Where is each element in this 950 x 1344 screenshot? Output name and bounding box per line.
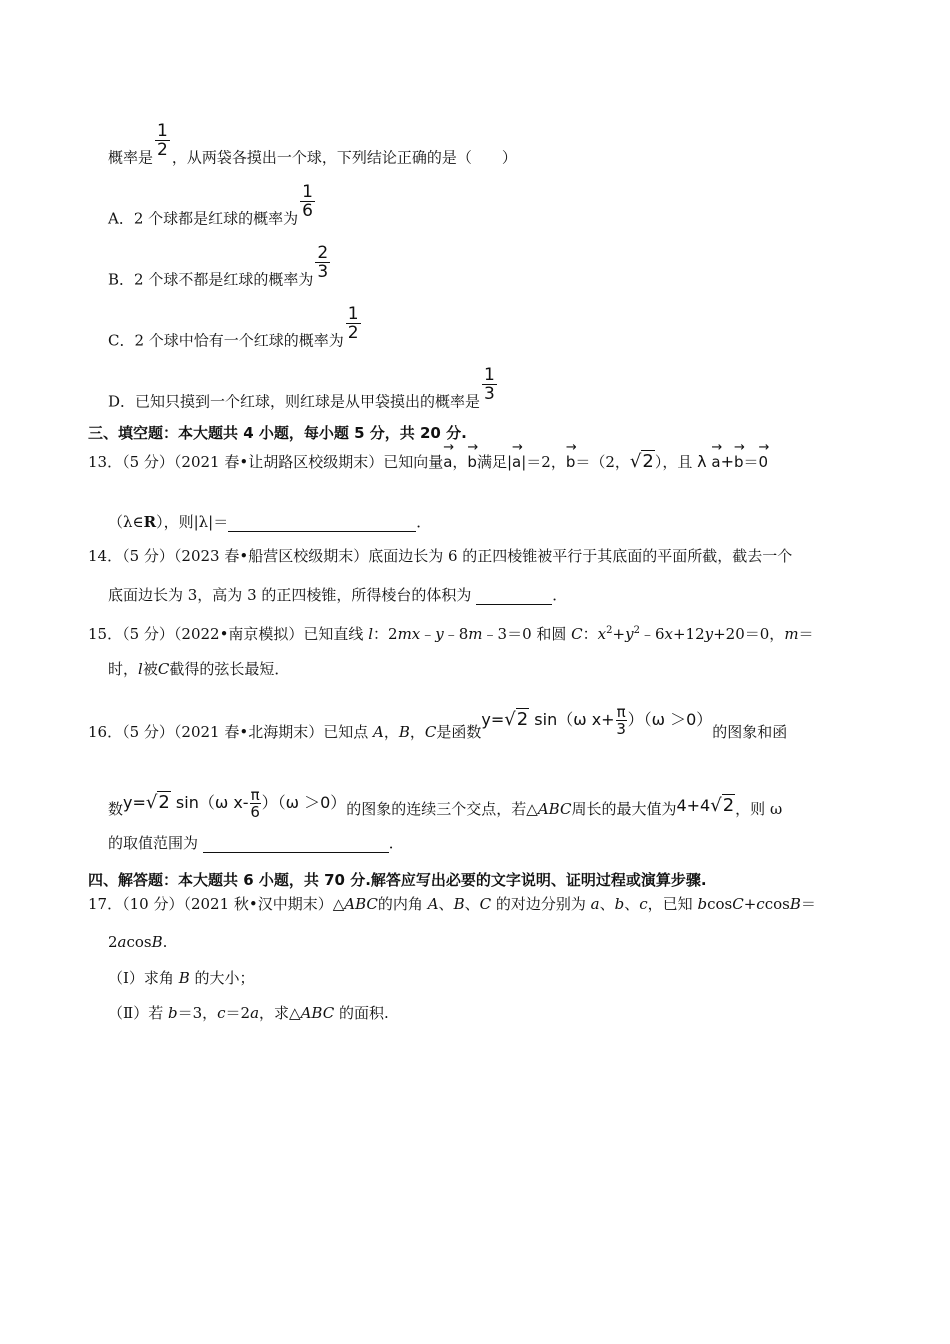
vector-b-sum: → b	[734, 452, 744, 472]
q16-line2: 数y=√2 sin（ω x- $\frac{\pi}{6}$ ）（ω ＞0）的图象的连续三个交点，若△ABC周长的最大值为4+4√2，则 ω	[108, 786, 783, 821]
q14-answer-blank[interactable]	[476, 588, 552, 605]
section3-heading: 三、填空题：本大题共 4 小题，每小题 5 分，共 20 分.	[88, 424, 467, 442]
vector-a: → a	[443, 452, 452, 472]
option-d-fraction: $\frac{1}{3}$	[484, 365, 495, 404]
q13-line1: 13．（5 分）（2021 春•让胡路区校级期末）已知向量→ a，→ b满足|→ a|＝2，→ b＝（2，√2），且 λ → a+→ b＝→ 0	[88, 452, 768, 472]
vector-a-abs: → a	[512, 452, 521, 472]
q12-option-c[interactable]: C．2 个球中恰有一个红球的概率为 $\frac{1}{2}$	[108, 304, 359, 350]
function-2: y=√2 sin（ω x- $\frac{\pi}{6}$ ）（ω ＞0）	[123, 786, 347, 821]
q17-part2: （Ⅱ）若 b＝3，c＝2a，求△ABC 的面积.	[108, 1004, 389, 1022]
q16-line3: 的取值范围为 ．	[108, 834, 404, 852]
zero-vector: → 0	[759, 452, 769, 472]
q17-line1: 17．（10 分）（2021 秋•汉中期末）△ABC的内角 A、B、C 的对边分别为 a、b、c，已知 bcosC+ccosB＝	[88, 895, 816, 913]
q16-answer-blank[interactable]	[203, 836, 389, 853]
sqrt-2: √2	[629, 451, 654, 472]
option-b-fraction: $\frac{2}{3}$	[317, 243, 329, 282]
q15-line2: 时，l被C截得的弦长最短．	[108, 660, 290, 678]
q17-part1: （Ⅰ）求角 B 的大小；	[108, 969, 255, 987]
vector-b: → b	[467, 452, 477, 472]
q12-option-d[interactable]: D．已知只摸到一个红球，则红球是从甲袋摸出的概率是 $\frac{1}{3}$	[108, 365, 495, 411]
q14-line1: 14．（5 分）（2023 春•船营区校级期末）底面边长为 6 的正四棱锥被平行于其底面的平面所截，截去一个	[88, 547, 793, 565]
q15-line1: 15．（5 分）（2022•南京模拟）已知直线 l：2mx﹣y﹣8m﹣3＝0 和圆 C：$x^2+y^2﹣6x+12y+20=0$，m＝	[88, 625, 814, 643]
q12-intro-fraction: $\frac{1}{2}$	[157, 121, 168, 160]
q13-answer-blank[interactable]	[228, 515, 416, 532]
q12-option-b[interactable]: B．2 个球不都是红球的概率为 $\frac{2}{3}$	[108, 243, 329, 289]
q17-line2: 2acosB.	[108, 933, 168, 951]
vector-a-sum: → a	[711, 452, 720, 472]
max-perimeter: 4+4√2	[676, 795, 735, 816]
function-1: y=√2 sin（ω x+ $\frac{\pi}{3}$ ）（ω ＞0）	[481, 703, 713, 738]
vector-b-def: → b	[566, 452, 576, 472]
q13-line2: （λ∈R），则|λ|＝ ．	[108, 513, 432, 531]
q12-intro: 概率是 $\frac{1}{2}$ ，从两袋各摸出一个球，下列结论正确的是（ ）	[108, 121, 517, 167]
q16-line1: 16．（5 分）（2021 春•北海期末）已知点 A，B，C是函数y=√2 sin（ω x+ $\frac{\pi}{3}$ ）（ω ＞0）的图象和函	[88, 703, 788, 741]
section4-heading: 四、解答题：本大题共 6 小题，共 70 分.解答应写出必要的文字说明、证明过程或演算步骤.	[88, 871, 707, 889]
q14-line2: 底面边长为 3，高为 3 的正四棱锥，所得棱台的体积为 ．	[108, 586, 568, 604]
option-c-fraction: $\frac{1}{2}$	[347, 304, 359, 343]
option-a-fraction: $\frac{1}{6}$	[302, 182, 313, 221]
q12-option-a[interactable]: A．2 个球都是红球的概率为 $\frac{1}{6}$	[108, 182, 313, 228]
